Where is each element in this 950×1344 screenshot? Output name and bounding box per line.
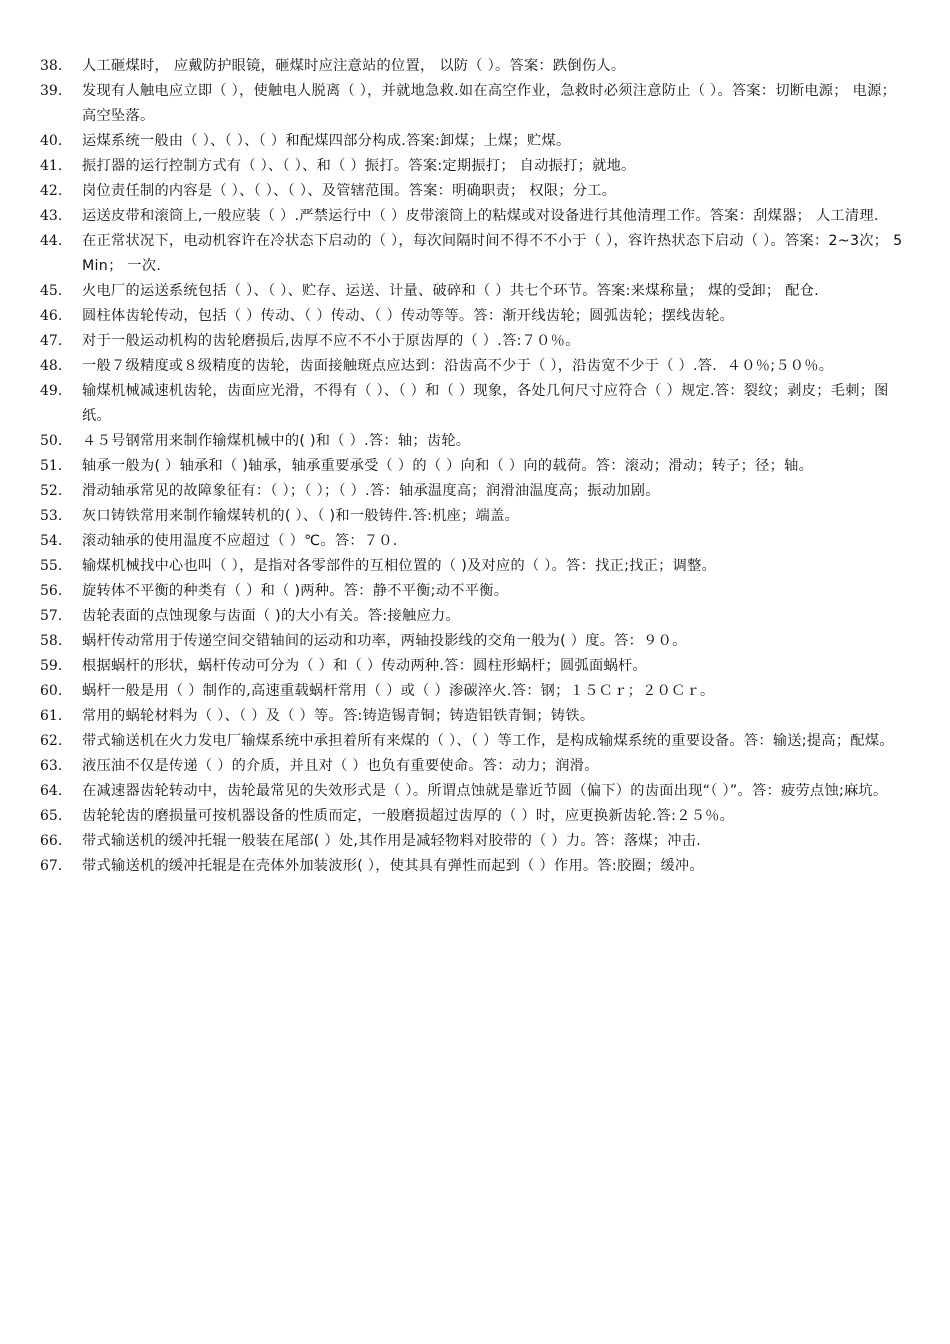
- question-number: 41.: [40, 158, 63, 174]
- question-number: 59.: [40, 658, 63, 674]
- question-text: 滑动轴承常见的故障象征有：（ ）；（ ）；（ ）.答：轴承温度高；润滑油温度高；振动加剧。: [82, 483, 660, 499]
- question-text: 带式输送机的缓冲托辊一般装在尾部( ）处,其作用是减轻物料对胶带的（ ）力。答：落煤；冲击.: [82, 833, 702, 849]
- question-item: [40, 804, 910, 829]
- question-number: 45.: [40, 283, 63, 299]
- question-text: 在正常状况下，电动机容许在冷状态下启动的（ ），每次间隔时间不得不不小于（ ），容许热状态下启动（ ）。答案：2~3次； 5Min； 一次.: [82, 233, 903, 274]
- question-text: 齿轮轮齿的磨损量可按机器设备的性质而定，一般磨损超过齿厚的（ ）时，应更换新齿轮.答:２５％。: [82, 808, 735, 824]
- question-number: 58.: [40, 633, 63, 649]
- question-item: [40, 704, 910, 729]
- question-item: [40, 179, 910, 204]
- question-item: [40, 79, 910, 129]
- question-number: 43.: [40, 208, 63, 224]
- question-number: 42.: [40, 183, 63, 199]
- question-text: 输煤机械减速机齿轮，齿面应光滑，不得有（ ）、（ ）和（ ）现象，各处几何尺寸应符合（ ）规定.答：裂纹；剥皮；毛刺；图纸。: [82, 383, 889, 424]
- question-number: 46.: [40, 308, 63, 324]
- question-item: [40, 129, 910, 154]
- question-number: 61.: [40, 708, 63, 724]
- question-item: [40, 329, 910, 354]
- question-number: 65.: [40, 808, 63, 824]
- question-text: 常用的蜗轮材料为（ ）、（ ）及（ ）等。答:铸造锡青铜；铸造铝铁青铜；铸铁。: [82, 708, 595, 724]
- question-number: 44.: [40, 233, 63, 249]
- question-text: 带式输送机在火力发电厂输煤系统中承担着所有来煤的（ ）、（ ）等工作，是构成输煤系统的重要设备。答：输送;提高；配煤。: [82, 733, 894, 749]
- question-text: 人工砸煤时， 应戴防护眼镜，砸煤时应注意站的位置， 以防（ ）。答案：跌倒伤人。: [82, 58, 626, 74]
- question-number: 55.: [40, 558, 63, 574]
- question-text: 圆柱体齿轮传动，包括（ ）传动、（ ）传动、（ ）传动等等。答：渐开线齿轮；圆弧齿轮；摆线齿轮。: [82, 308, 735, 324]
- question-number: 56.: [40, 583, 63, 599]
- question-number: 47.: [40, 333, 63, 349]
- question-item: [40, 654, 910, 679]
- question-number: 60.: [40, 683, 63, 699]
- question-text: ４５号钢常用来制作输煤机械中的( )和（ ）.答：轴；齿轮。: [82, 433, 471, 449]
- question-text: 运送皮带和滚筒上,一般应装（ ）.严禁运行中（ ）皮带滚筒上的粘煤或对设备进行其他清理工作。答案：刮煤器； 人工清理.: [82, 208, 879, 224]
- question-item: [40, 229, 910, 279]
- question-number: 62.: [40, 733, 63, 749]
- question-item: [40, 604, 910, 629]
- question-item: [40, 754, 910, 779]
- question-text: 液压油不仅是传递（ ）的介质，并且对（ ）也负有重要使命。答：动力；润滑。: [82, 758, 599, 774]
- question-item: [40, 204, 910, 229]
- question-text: 灰口铸铁常用来制作输煤转机的( ）、（ )和一般铸件.答:机座；端盖。: [82, 508, 520, 524]
- question-number: 38.: [40, 58, 63, 74]
- question-text: 对于一般运动机构的齿轮磨损后,齿厚不应不不小于原齿厚的（ ）.答:７０％。: [82, 333, 580, 349]
- question-number: 51.: [40, 458, 63, 474]
- question-text: 蜗杆传动常用于传递空间交错轴间的运动和功率，两轴投影线的交角一般为( ）度。答：９０。: [82, 633, 687, 649]
- question-number: 66.: [40, 833, 63, 849]
- question-item: [40, 554, 910, 579]
- question-item: [40, 529, 910, 554]
- question-text: 一般７级精度或８级精度的齿轮，齿面接触斑点应达到：沿齿高不少于（ ），沿齿宽不少于（ ）.答．４０％;５０％。: [82, 358, 834, 374]
- question-text: 轴承一般为( ）轴承和（ )轴承，轴承重要承受（ ）的（ ）向和（ ）向的载荷。答：滚动；滑动；转子；径；轴。: [82, 458, 814, 474]
- question-item: [40, 154, 910, 179]
- question-number: 64.: [40, 783, 63, 799]
- question-text: 在减速器齿轮转动中，齿轮最常见的失效形式是（ ）。所谓点蚀就是靠近节圆（偏下）的齿面出现“（ ）”。答：疲劳点蚀;麻坑。: [82, 783, 888, 799]
- question-text: 振打器的运行控制方式有（ ）、（ ）、和（ ）振打。答案:定期振打； 自动振打；就地。: [82, 158, 636, 174]
- question-number: 57.: [40, 608, 63, 624]
- question-number: 49.: [40, 383, 63, 399]
- question-text: 运煤系统一般由（ ）、（ ）、（ ）和配煤四部分构成.答案:卸煤；上煤；贮煤。: [82, 133, 571, 149]
- question-text: 发现有人触电应立即（ ），使触电人脱离（ ），并就地急救.如在高空作业，急救时必须注意防止（ ）。答案：切断电源； 电源； 高空坠落。: [82, 83, 897, 124]
- question-item: [40, 304, 910, 329]
- question-number: 50.: [40, 433, 63, 449]
- question-number: 48.: [40, 358, 63, 374]
- question-item: [40, 454, 910, 479]
- question-number: 39.: [40, 83, 63, 99]
- question-text: 火电厂的运送系统包括（ ）、（ ）、贮存、运送、计量、破碎和（ ）共七个环节。答案:来煤称量； 煤的受卸； 配仓.: [82, 283, 820, 299]
- question-item: [40, 779, 910, 804]
- question-item: [40, 829, 910, 854]
- question-item: [40, 354, 910, 379]
- question-item: [40, 854, 910, 879]
- question-text: 岗位责任制的内容是（ ）、（ ）、（ ）、及管辖范围。答案：明确职责； 权限；分工。: [82, 183, 617, 199]
- question-item: [40, 679, 910, 704]
- question-text: 带式输送机的缓冲托辊是在壳体外加装波形( ），使其具有弹性而起到（ ）作用。答:胶圈；缓冲。: [82, 858, 704, 874]
- question-item: [40, 729, 910, 754]
- question-number: 40.: [40, 133, 63, 149]
- question-text: 旋转体不平衡的种类有（ ）和（ )两种。答：静不平衡;动不平衡。: [82, 583, 509, 599]
- question-number: 54.: [40, 533, 63, 549]
- question-item: [40, 54, 910, 79]
- question-text: 齿轮表面的点蚀现象与齿面（ )的大小有关。答:接触应力。: [82, 608, 460, 624]
- question-item: [40, 629, 910, 654]
- question-list: [0, 54, 950, 879]
- question-item: [40, 279, 910, 304]
- question-number: 63.: [40, 758, 63, 774]
- question-text: 滚动轴承的使用温度不应超过（ ）℃。答：７０.: [82, 533, 398, 549]
- question-item: [40, 429, 910, 454]
- question-item: [40, 579, 910, 604]
- question-number: 67.: [40, 858, 63, 874]
- question-text: 蜗杆一般是用（ ）制作的,高速重载蜗杆常用（ ）或（ ）渗碳淬火.答：钢；１５Ｃｒ；２０Ｃｒ。: [82, 683, 715, 699]
- question-item: [40, 504, 910, 529]
- question-number: 52.: [40, 483, 63, 499]
- question-item: [40, 379, 910, 429]
- question-number: 53.: [40, 508, 63, 524]
- question-text: 根据蜗杆的形状，蜗杆传动可分为（ ）和（ ）传动两种.答：圆柱形蜗杆；圆弧面蜗杆。: [82, 658, 647, 674]
- question-item: [40, 479, 910, 504]
- question-text: 输煤机械找中心也叫（ ），是指对各零部件的互相位置的（ )及对应的（ ）。答：找正;找正；调整。: [82, 558, 717, 574]
